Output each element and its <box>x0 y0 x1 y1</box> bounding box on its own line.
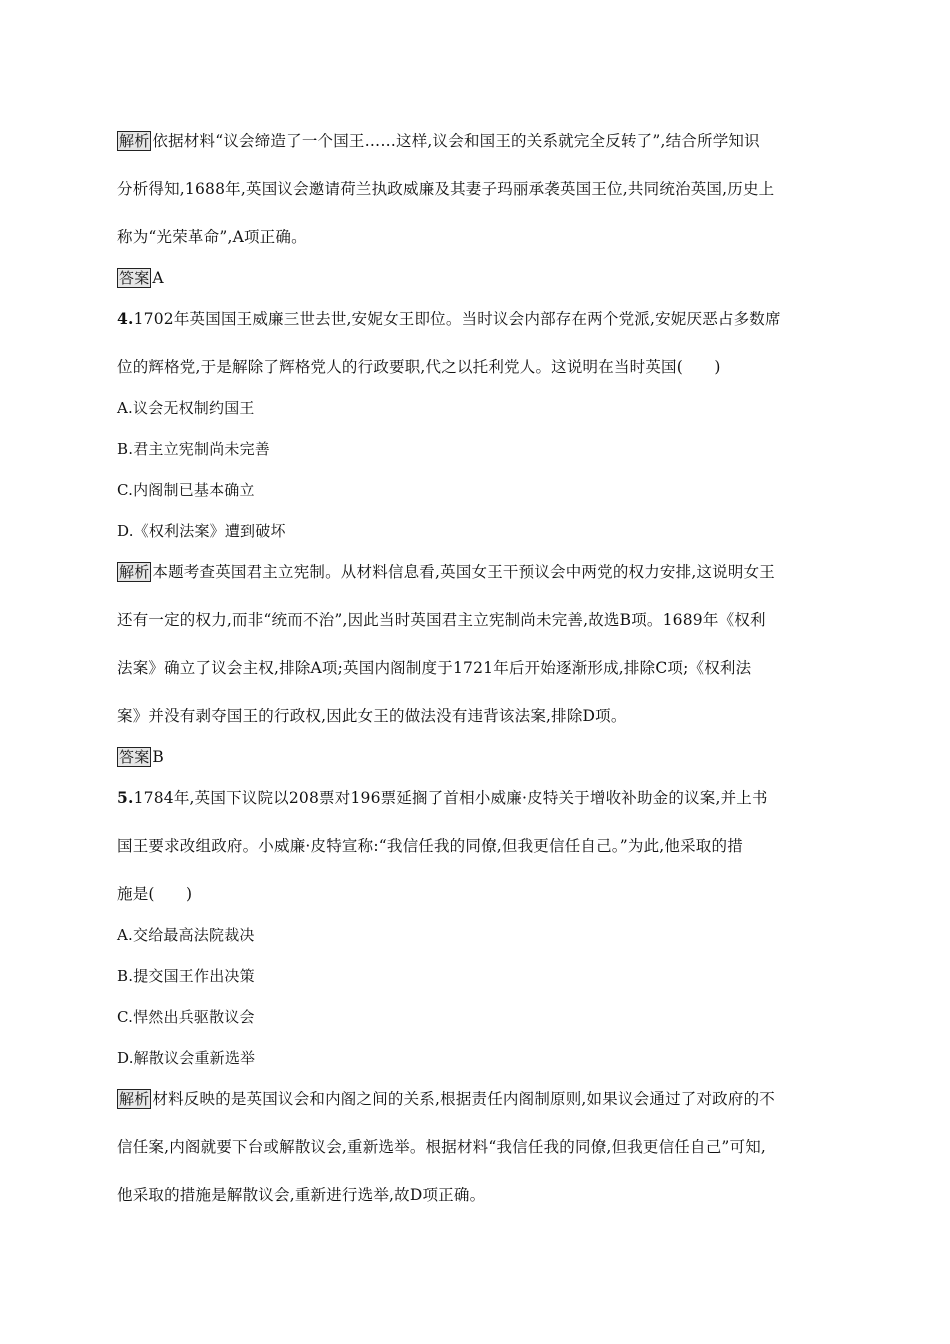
analysis-tag: 解析 <box>119 1090 150 1108</box>
q3-analysis-line-2: 分析得知,1688年,英国议会邀请荷兰执政威廉及其妻子玛丽承袭英国王位,共同统治英国,历史上 <box>117 180 775 198</box>
q4-analysis-line-4: 案》并没有剥夺国王的行政权,因此女王的做法没有违背该法案,排除D项。 <box>117 707 627 725</box>
q5-analysis-line-3: 他采取的措施是解散议会,重新进行选举,故D项正确。 <box>117 1186 486 1204</box>
q3-analysis-line-1 <box>117 128 833 176</box>
document-page <box>117 128 833 1223</box>
q5-stem-line-3: 施是( ) <box>117 885 193 903</box>
q4-option-c: C.内阁制已基本确立 <box>117 481 255 499</box>
analysis-text: 材料反映的是英国议会和内阁之间的关系,根据责任内阁制原则,如果议会通过了对政府的不 <box>152 1090 775 1108</box>
q3-analysis-line-3: 称为“光荣革命”,A项正确。 <box>117 228 307 246</box>
question-stem: 1784年,英国下议院以208票对196票延搁了首相小威廉·皮特关于增收补助金的议案,并上书 <box>133 789 768 807</box>
analysis-tag: 解析 <box>119 132 150 150</box>
q4-option-d: D.《权利法案》遭到破坏 <box>117 522 286 540</box>
analysis-text: 本题考查英国君主立宪制。从材料信息看,英国女王干预议会中两党的权力安排,这说明女王 <box>152 563 775 581</box>
question-number: 5. <box>117 788 134 807</box>
q4-analysis-line-3: 法案》确立了议会主权,排除A项;英国内阁制度于1721年后开始逐渐形成,排除C项;《权利法 <box>117 659 752 677</box>
answer-tag: 答案 <box>119 269 150 287</box>
q4-analysis-line-1 <box>117 559 833 607</box>
answer-value: B <box>152 748 164 766</box>
q4-stem-line-1 <box>117 306 833 354</box>
answer-tag: 答案 <box>119 748 150 766</box>
question-stem: 1702年英国国王威廉三世去世,安妮女王即位。当时议会内部存在两个党派,安妮厌恶占多数席 <box>133 310 781 328</box>
analysis-text: 依据材料“议会缔造了一个国王……这样,议会和国王的关系就完全反转了”,结合所学知识 <box>152 132 760 150</box>
q4-option-a: A.议会无权制约国王 <box>117 399 255 417</box>
q5-option-a: A.交给最高法院裁决 <box>117 926 255 944</box>
question-number: 4. <box>117 309 134 328</box>
answer-value: A <box>152 269 164 287</box>
q5-stem-line-1 <box>117 785 833 833</box>
q5-option-d: D.解散议会重新选举 <box>117 1049 256 1067</box>
q4-option-b: B.君主立宪制尚未完善 <box>117 440 270 458</box>
analysis-tag: 解析 <box>119 563 150 581</box>
q4-analysis-line-2: 还有一定的权力,而非“统而不治”,因此当时英国君主立宪制尚未完善,故选B项。1689年《权利 <box>117 611 766 629</box>
q5-option-b: B.提交国王作出决策 <box>117 967 255 985</box>
q5-analysis-line-1 <box>117 1086 833 1134</box>
q5-stem-line-2: 国王要求改组政府。小威廉·皮特宣称:“我信任我的同僚,但我更信任自己。”为此,他采取的措 <box>117 837 743 855</box>
q5-analysis-line-2: 信任案,内阁就要下台或解散议会,重新选举。根据材料“我信任我的同僚,但我更信任自己”可知, <box>117 1138 767 1156</box>
q3-answer <box>117 265 833 306</box>
q4-answer <box>117 744 833 785</box>
q4-stem-line-2: 位的辉格党,于是解除了辉格党人的行政要职,代之以托利党人。这说明在当时英国( ) <box>117 358 721 376</box>
q5-option-c: C.悍然出兵驱散议会 <box>117 1008 255 1026</box>
